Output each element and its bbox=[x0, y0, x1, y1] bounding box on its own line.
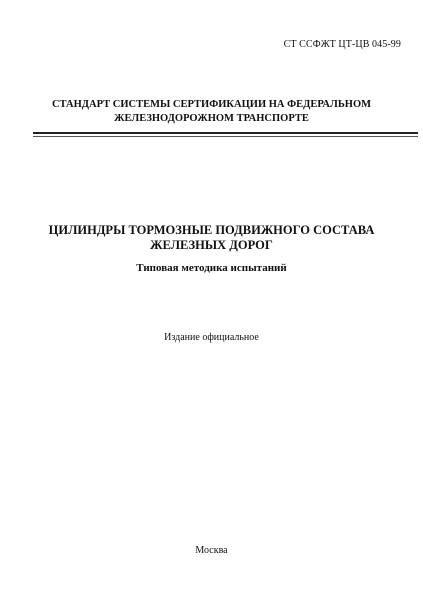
title-line-1: ЦИЛИНДРЫ ТОРМОЗНЫЕ ПОДВИЖНОГО СОСТАВА bbox=[48, 223, 375, 237]
standard-code: СТ ССФЖТ ЦТ-ЦВ 045-99 bbox=[283, 39, 401, 50]
header-divider-thin bbox=[33, 136, 418, 137]
header-line-2: ЖЕЛЕЗНОДОРОЖНОМ ТРАНСПОРТЕ bbox=[114, 113, 309, 124]
header-divider-thick bbox=[33, 132, 418, 134]
title-line-2: ЖЕЛЕЗНЫХ ДОРОГ bbox=[150, 238, 273, 252]
header-line-1: СТАНДАРТ СИСТЕМЫ СЕРТИФИКАЦИИ НА ФЕДЕРАЛЬНОМ bbox=[51, 99, 372, 110]
edition-note: Издание официальное bbox=[164, 332, 259, 343]
standard-system-header bbox=[0, 98, 423, 126]
document-title bbox=[0, 223, 423, 253]
document-subtitle: Типовая методика испытаний bbox=[136, 262, 287, 274]
publication-city: Москва bbox=[195, 545, 228, 556]
